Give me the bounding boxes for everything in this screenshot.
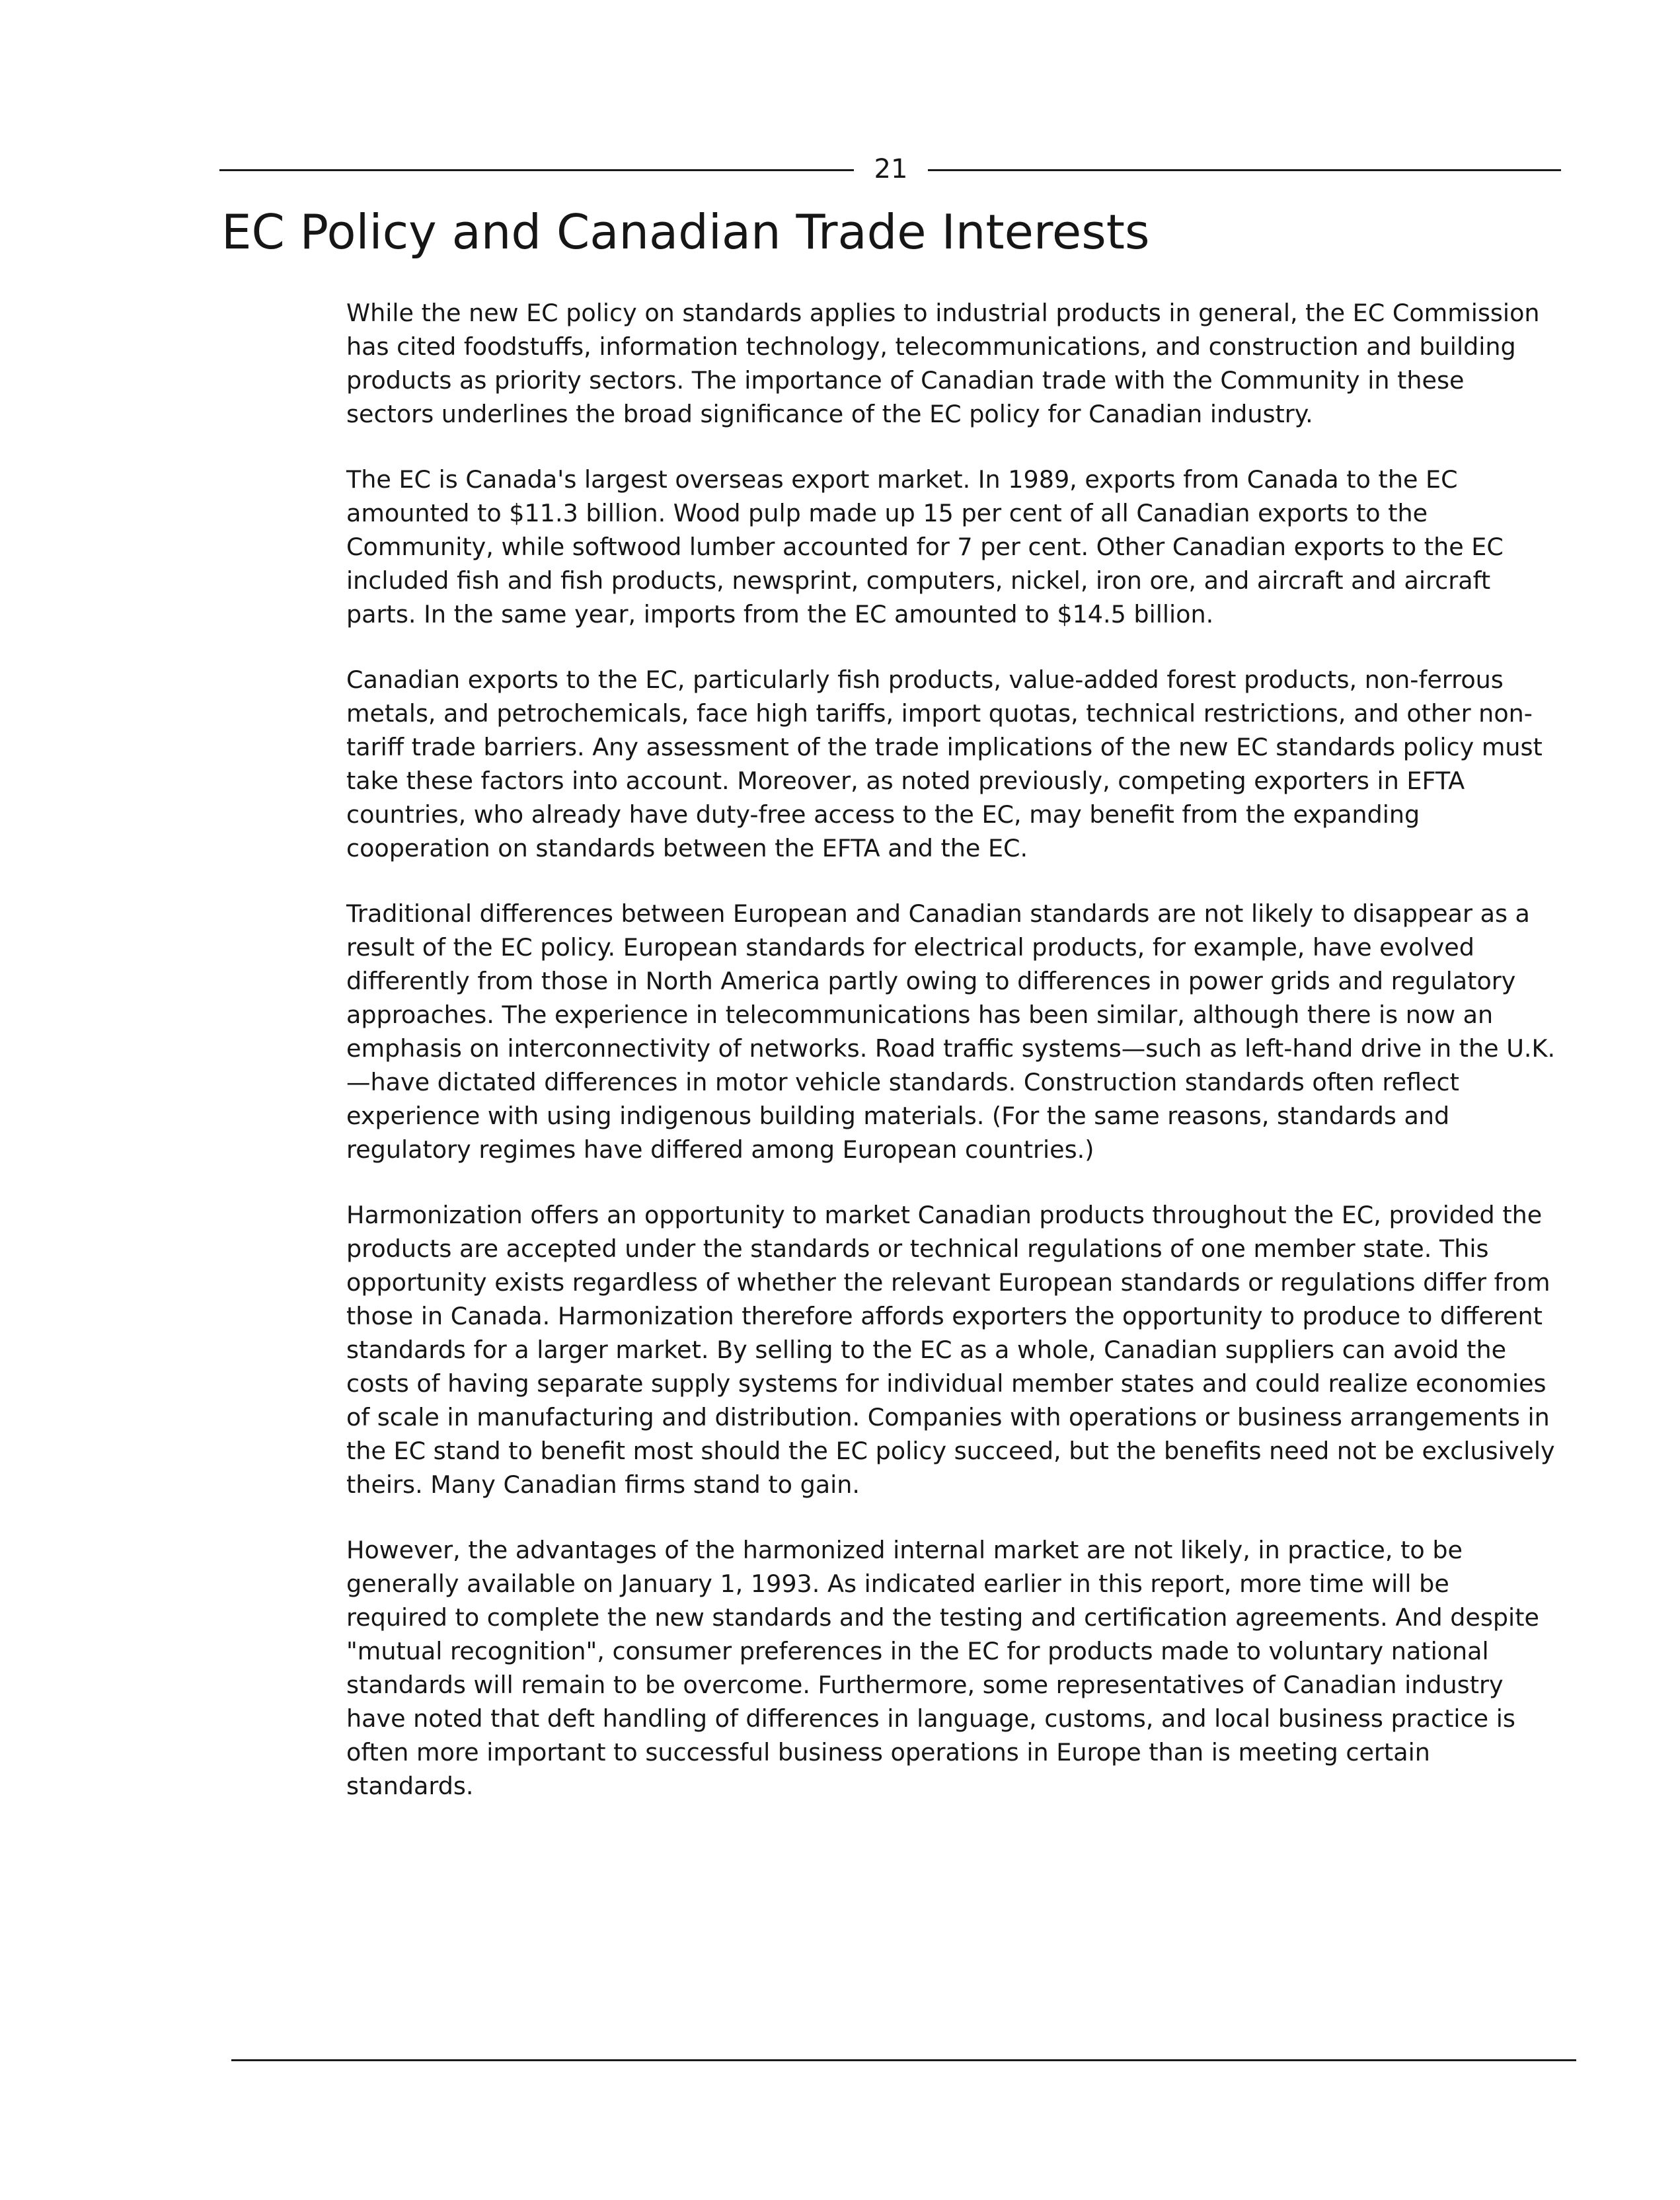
- header-rule-left: [219, 169, 854, 171]
- footer-rule: [231, 2059, 1576, 2061]
- paragraph-export-market: The EC is Canada's largest overseas export market. In 1989, exports from Canada to the EC amounted to $11.3 billion. Wood pulp made up 15 per cent of all Canadian exports to the Community, while softwood lumber accounted for 7 per cent. Other Canadian exports to the EC included fish and fish products, newsprint, computers, nickel, iron ore, and aircraft and aircraft parts. In the same year, imports from the EC amounted to $14.5 billion.: [346, 465, 1504, 628]
- paragraph-traditional-differences: Traditional differences between European and Canadian standards are not likely to disappear as a result of the EC policy. European standards for electrical products, for example, have evolved differently from those in North America partly owing to differences in power grids and regulatory approaches. The experience in telecommunications has been similar, although there is now an emphasis on interconnectivity of networks. Road traffic systems—such as left-hand drive in the U.K.—have dictated differences in motor vehicle standards. Construction standards often reflect experience with using indigenous building materials. (For the same reasons, standards and regulatory regimes have differed among European countries.): [346, 899, 1556, 1164]
- paragraph-priority-sectors: While the new EC policy on standards applies to industrial products in general, the EC Commission has cited foodstuffs, information technology, telecommunications, and construction and building products as priority sectors. The importance of Canadian trade with the Community in these sectors underlines the broad significance of the EC policy for Canadian industry.: [346, 299, 1540, 428]
- paragraph-trade-barriers: Canadian exports to the EC, particularly fish products, value-added forest products, non-ferrous metals, and petrochemicals, face high tariffs, import quotas, technical restrictions, and other non-tariff trade barriers. Any assessment of the trade implications of the new EC standards policy must take these factors into account. Moreover, as noted previously, competing exporters in EFTA countries, who already have duty-free access to the EC, may benefit from the expanding cooperation on standards between the EFTA and the EC.: [346, 665, 1543, 862]
- body-text: [346, 296, 1556, 1835]
- paragraph-harmonization: Harmonization offers an opportunity to market Canadian products throughout the EC, provided the products are accepted under the standards or technical regulations of one member state. This opportunity exists regardless of whether the relevant European standards or regulations differ from those in Canada. Harmonization therefore affords exporters the opportunity to produce to different standards for a larger market. By selling to the EC as a whole, Canadian suppliers can avoid the costs of having separate supply systems for individual member states and could realize economies of scale in manufacturing and distribution. Companies with operations or business arrangements in the EC stand to benefit most should the EC policy succeed, but the benefits need not be exclusively theirs. Many Canadian firms stand to gain.: [346, 1201, 1555, 1499]
- page-title: EC Policy and Canadian Trade Interests: [221, 204, 1150, 260]
- page-header: [219, 149, 1561, 189]
- header-rule-right: [928, 169, 1561, 171]
- page-number: 21: [874, 154, 908, 184]
- paragraph-advantages: However, the advantages of the harmonized internal market are not likely, in practice, to be generally available on January 1, 1993. As indicated earlier in this report, more time will be required to complete the new standards and the testing and certification agreements. And despite "mutual recognition", consumer preferences in the EC for products made to voluntary national standards will remain to be overcome. Furthermore, some representatives of Canadian industry have noted that deft handling of differences in language, customs, and local business practice is often more important to successful business operations in Europe than is meeting certain standards.: [346, 1536, 1539, 1800]
